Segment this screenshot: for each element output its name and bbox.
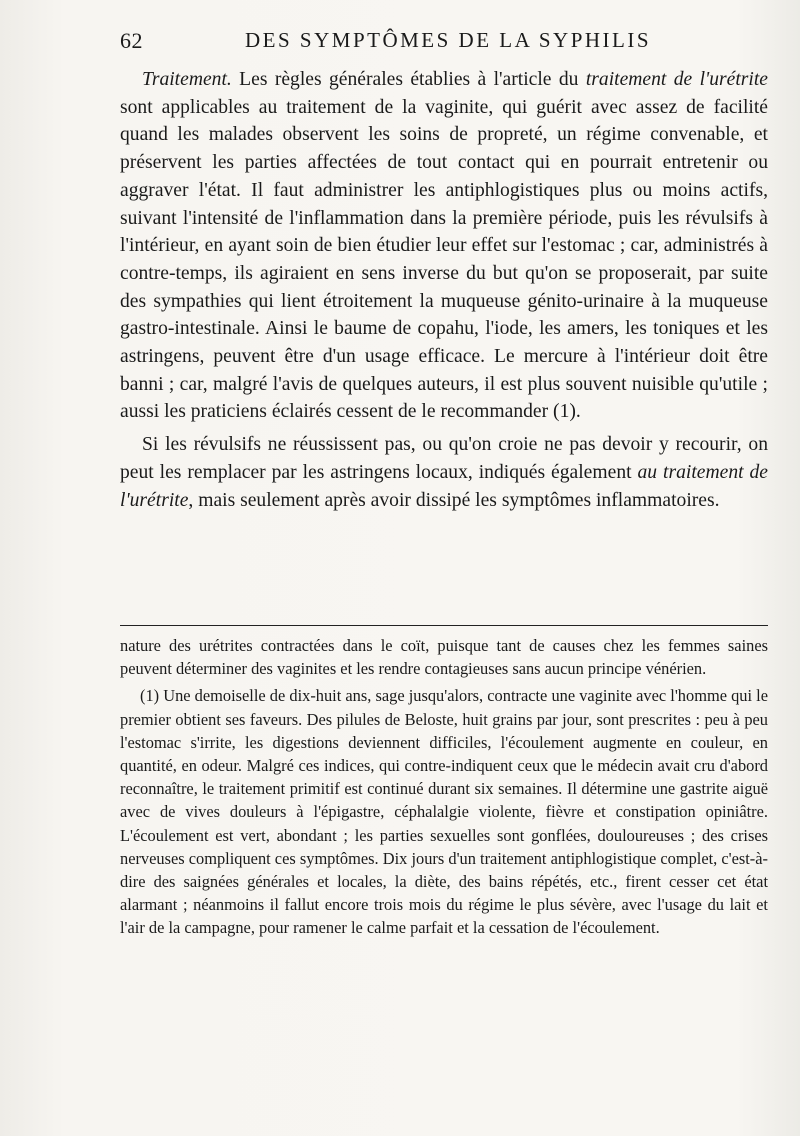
paragraph-text: sont applicables au traitement de la vaginite, qui guérit avec assez de facilité quand les malades observent les soins de propreté, un régime convenable, et préservent les parties affectées de tout contact qui en pourrait entretenir ou aggraver l'état. Il faut administrer les antiphlogistiques plus ou moins actifs, suivant l'intensité de l'inflammation dans la première période, puis les révulsifs à l'intérieur, en ayant soin de bien étudier leur effet sur l'estomac ; car, administrés à contre-temps, ils agiraient en sens inverse du but qu'on se proposerait, par suite des sympathies qui lient étroitement la muqueuse génito-urinaire à la muqueuse gastro-intestinale. Ainsi le baume de copahu, l'iode, les amers, les toniques et les astringens, peuvent être d'un usage efficace. Le mercure à l'intérieur doit être banni ; car, malgré l'avis de quelques auteurs, il est plus souvent nuisible qu'utile ; aussi les praticiens éclairés cessent de le recommander (1). bbox=[120, 96, 768, 423]
footnote-continuation: nature des urétrites contractées dans le coït, puisque tant de causes chez les femmes saines peuvent déterminer des vaginites et les rendre contagieuses sans aucun principe vénérien. bbox=[120, 636, 768, 679]
paragraph-italic-text: traitement de l'urétrite bbox=[585, 69, 768, 90]
running-title: DES SYMPTÔMES DE LA SYPHILIS bbox=[245, 28, 652, 52]
footnotes bbox=[120, 634, 768, 940]
footnote-1: (1) Une demoiselle de dix-huit ans, sage jusqu'alors, contracte une vaginite avec l'homme qui le premier obtient ses faveurs. Des pilules de Beloste, huit grains par jour, sont prescrites : peu à peu l'estomac s'irrite, les digestions deviennent difficiles, l'écoulement augmente en couleur, en quantité, en odeur. Malgré ces indices, qui contre-indiquent ceux que le médecin avait cru d'abord reconnaître, le traitement primitif est continué durant six semaines. Il détermine une gastrite aiguë avec de vives douleurs à l'épigastre, céphalalgie violente, fièvre et constipation opiniâtre. L'écoulement est vert, abondant ; les parties sexuelles sont gonflées, douloureuses ; des crises nerveuses compliquent ces symptômes. Dix jours d'un traitement antiphlogistique complet, c'est-à-dire des saignées générales et locales, la diète, des bains répétés, etc., firent cesser cet état alarmant ; néanmoins il fallut encore trois mois du régime le plus sévère, avec l'usage du lait et l'air de la campagne, pour ramener le calme parfait et la cessation de l'écoulement. bbox=[120, 686, 768, 938]
paragraph-text: Les règles générales établies à l'article du bbox=[231, 69, 586, 90]
paragraph-italic-text: au traitement de l'urétrite bbox=[120, 461, 768, 511]
paragraph-text: , mais seulement après avoir dissipé les symptômes inflammatoires. bbox=[188, 489, 720, 511]
paragraph-text: Si les révulsifs ne réussissent pas, ou qu'on croie ne pas devoir y recourir, on peut les remplacer par les astringens locaux, indiqués également bbox=[120, 434, 768, 483]
paragraph-treatment bbox=[120, 66, 768, 426]
footnote-separator bbox=[120, 625, 768, 626]
paragraph-revulsifs bbox=[120, 431, 768, 514]
page-header bbox=[120, 28, 760, 62]
page-number: 62 bbox=[120, 28, 143, 53]
main-text bbox=[120, 66, 768, 514]
section-label: Traitement. bbox=[142, 69, 232, 90]
